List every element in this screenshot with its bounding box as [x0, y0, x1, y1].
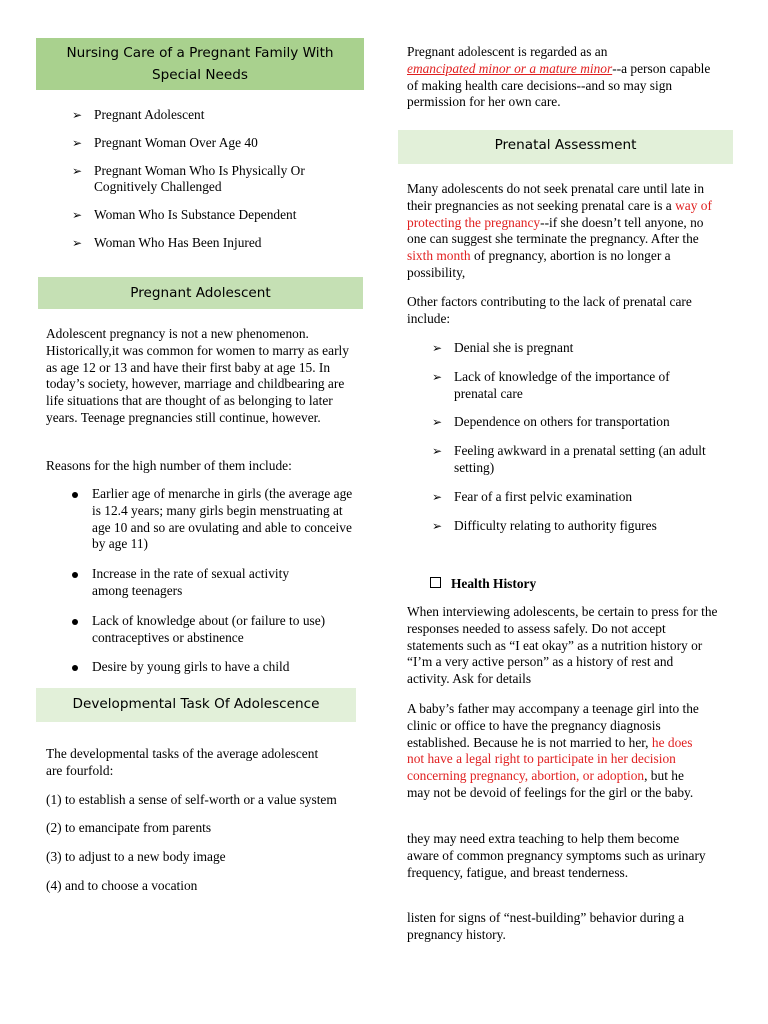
section-heading-pregnant-adolescent — [38, 277, 363, 309]
arrow-bullet-icon: ➢ — [71, 235, 83, 250]
text-run: --a person capable of making health care decisions--and so may sign permission for her own care. — [407, 60, 711, 110]
section-heading-text: Developmental Task Of Adolescence — [72, 696, 320, 712]
paragraph-text: listen for signs of “nest-building” behavior during a pregnancy history. — [407, 910, 685, 942]
paragraph-text: Adolescent pregnancy is not a new phenomenon. Historically,it was common for women to marry as early as age 12 or 13 and have their first baby at age 15. In today’s society, however, marriage and childbearing are life situations that are thought of as belonging to later years. Teenage pregnancies still continue, however. — [46, 326, 349, 425]
reasons-list — [46, 486, 364, 676]
list-item-text: Desire by young girls to have a child — [92, 659, 290, 675]
arrow-bullet-icon: ➢ — [431, 415, 443, 430]
text-run: of pregnancy, abortion is no longer a possibility, — [407, 248, 671, 280]
list-item — [70, 135, 360, 152]
list-item-text: Woman Who Has Been Injured — [94, 234, 262, 250]
arrow-bullet-icon: ➢ — [431, 444, 443, 459]
prenatal-paragraph — [407, 181, 719, 282]
paragraph-text — [407, 44, 717, 111]
list-item-text: Lack of knowledge about (or failure to use) contraceptives or abstinence — [92, 612, 326, 645]
list-item-text: Increase in the rate of sexual activity among teenagers — [92, 566, 290, 598]
paragraph-text: The developmental tasks of the average adolescent are fourfold: — [46, 746, 319, 778]
emphasis-text: way of protecting the pregnancy — [407, 197, 712, 230]
arrow-bullet-icon: ➢ — [431, 369, 443, 384]
task-item: (3) to adjust to a new body image — [46, 849, 226, 865]
paragraph-text — [407, 181, 719, 282]
topics-list — [70, 107, 360, 252]
developmental-tasks — [46, 746, 358, 895]
dot-bullet-icon — [72, 619, 78, 625]
factors-list — [430, 340, 720, 534]
text-run: A baby’s father may accompany a teenage girl into the clinic or office to have the pregnancy diagnosis established. Because he is not married to her, — [407, 701, 699, 750]
list-item — [430, 414, 720, 431]
document-title-line-2: Special Needs — [152, 67, 248, 83]
list-item-text: Earlier age of menarche in girls (the average age is 12.4 years; many girls begin menstruating at age 10 and so are ovulating and able to conceive by age 11) — [92, 486, 353, 552]
task-item: (1) to establish a sense of self-worth or a value system — [46, 791, 337, 807]
arrow-bullet-icon: ➢ — [71, 208, 83, 223]
list-item-text: Difficulty relating to authority figures — [454, 517, 657, 533]
arrow-bullet-icon: ➢ — [431, 518, 443, 533]
document-title-line-1: Nursing Care of a Pregnant Family With — [66, 45, 334, 61]
document-title-banner — [36, 38, 364, 90]
emphasis-text: emancipated minor or a mature minor — [407, 60, 613, 76]
list-item — [70, 207, 360, 224]
section-heading-prenatal-assessment — [398, 130, 733, 164]
health-history-paragraph-3 — [407, 831, 709, 881]
text-run: --if she doesn’t tell anyone, no one can suggest she terminate the pregnancy. After the — [407, 214, 704, 247]
checkbox-icon — [430, 577, 441, 588]
list-item — [430, 369, 720, 403]
list-item-text: Lack of knowledge of the importance of prenatal care — [454, 368, 670, 401]
paragraph-text: they may need extra teaching to help them become aware of common pregnancy symptoms such as urinary frequency, fatigue, and breast tenderness. — [407, 831, 706, 880]
text-run: , but he may not be devoid of feelings for the girl or the baby. — [407, 768, 694, 800]
list-item-text: Pregnant Adolescent — [94, 107, 205, 122]
emphasis-text: sixth month — [407, 248, 471, 264]
paragraph-text: When interviewing adolescents, be certain to press for the responses needed to assess safely. Do not accept statements such as “I eat okay” as a nutrition history or “I’m a very active person” as a history of rest and activity. Ask for details — [407, 604, 718, 687]
paragraph-text — [407, 701, 707, 802]
arrow-bullet-icon: ➢ — [431, 489, 443, 504]
paragraph-text: Reasons for the high number of them include: — [46, 458, 292, 473]
list-item — [46, 659, 364, 676]
list-item-text: Pregnant Woman Who Is Physically Or Cognitively Challenged — [94, 162, 305, 195]
subheading-text: Health History — [451, 576, 537, 591]
text-run: Pregnant adolescent is regarded as an — [407, 44, 608, 59]
list-item — [430, 489, 720, 506]
dot-bullet-icon — [72, 492, 78, 498]
health-history-paragraph-4 — [407, 910, 719, 944]
section-heading-developmental-task — [36, 688, 356, 722]
emancipated-minor-paragraph — [407, 44, 717, 111]
paragraph-text: Other factors contributing to the lack of prenatal care include: — [407, 294, 692, 326]
task-item: (2) to emancipate from parents — [46, 820, 212, 836]
health-history-paragraph-2 — [407, 701, 707, 802]
list-item — [46, 486, 364, 553]
list-item — [46, 613, 364, 647]
list-item-text: Fear of a first pelvic examination — [454, 488, 633, 504]
list-item-text: Pregnant Woman Over Age 40 — [94, 134, 258, 150]
arrow-bullet-icon: ➢ — [71, 163, 83, 178]
list-item-text: Woman Who Is Substance Dependent — [94, 207, 297, 223]
arrow-bullet-icon: ➢ — [71, 108, 83, 122]
dot-bullet-icon — [72, 572, 78, 578]
list-item-text: Feeling awkward in a prenatal setting (an adult setting) — [454, 443, 706, 475]
list-item — [430, 340, 720, 357]
factors-intro — [407, 294, 719, 328]
list-item — [70, 235, 360, 252]
health-history-heading — [430, 576, 710, 593]
emphasis-text: he does not have a legal right to participate in her decision concerning pregnancy, abortion, or adoption — [407, 734, 693, 784]
dot-bullet-icon — [72, 665, 78, 671]
arrow-bullet-icon: ➢ — [431, 341, 443, 355]
section-heading-text: Prenatal Assessment — [494, 137, 637, 153]
list-item-text: Dependence on others for transportation — [454, 414, 670, 430]
list-item — [430, 443, 720, 477]
reasons-intro — [46, 458, 358, 475]
list-item — [46, 566, 364, 600]
list-item — [430, 518, 720, 535]
list-item — [70, 163, 360, 197]
task-item: (4) and to choose a vocation — [46, 877, 198, 893]
arrow-bullet-icon: ➢ — [71, 135, 83, 150]
intro-paragraph — [46, 326, 358, 427]
text-run: Many adolescents do not seek prenatal care until late in their pregnancies as not seeking prenatal care is a — [407, 181, 705, 213]
section-heading-text: Pregnant Adolescent — [130, 285, 271, 301]
list-item — [70, 107, 360, 124]
health-history-paragraph-1 — [407, 604, 719, 688]
list-item-text: Denial she is pregnant — [454, 340, 574, 355]
